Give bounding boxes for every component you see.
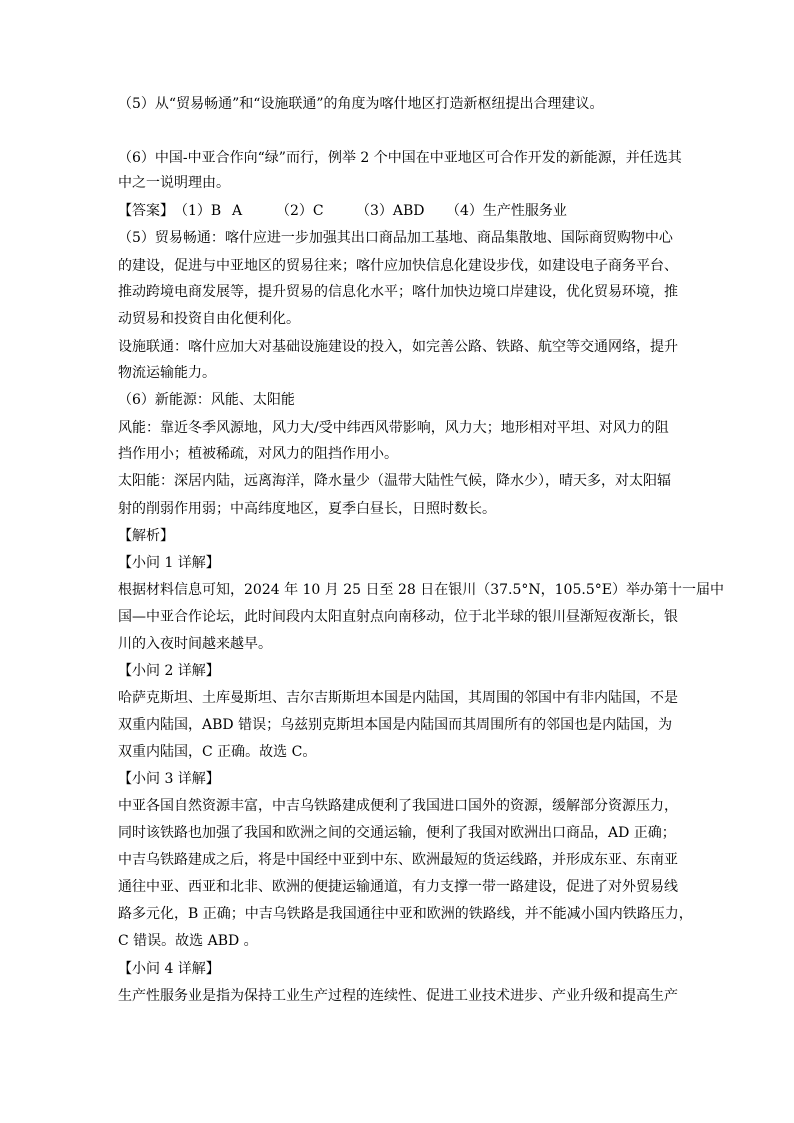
answer-3: （3）ABD — [356, 203, 425, 219]
question-5: （5）从“贸易畅通”和“设施联通”的角度为喀什地区打造新枢纽提出合理建议。 — [118, 96, 604, 112]
analysis-line: 通往中亚、西亚和北非、欧洲的便捷运输通道，有力支撑一带一路建设，促进了对外贸易线 — [118, 879, 678, 895]
answer-5-line: 的建设，促进与中亚地区的贸易往来；喀什应加快信息化建设步伐，如建设电子商务平台、 — [118, 258, 678, 274]
question-6-line-1: （6）中国-中亚合作向“绿”而行，例举 2 个中国在中亚地区可合作开发的新能源，并任选其 — [118, 150, 682, 166]
sub-question-1-title: 【小问 1 详解】 — [118, 555, 220, 571]
answer-5-line: 推动跨境电商发展等，提升贸易的信息化水平；喀什加快边境口岸建设，优化贸易环境，推 — [118, 284, 678, 300]
analysis-line: 同时该铁路也加强了我国和欧洲之间的交通运输，便利了我国对欧洲出口商品，AD 正确； — [118, 825, 676, 841]
analysis-line: 中吉乌铁路建成之后，将是中国经中亚到中东、欧洲最短的货运线路，并形成东亚、东南亚 — [118, 852, 678, 868]
analysis-line: 川的入夜时间越来越早。 — [118, 636, 272, 652]
analysis-line: 哈萨克斯坦、土库曼斯坦、吉尔吉斯斯坦本国是内陆国，其周围的邻国中有非内陆国，不是 — [118, 690, 678, 706]
answer-5-line: 动贸易和投资自由化便利化。 — [118, 311, 300, 327]
answer-5-line: 设施联通：喀什应加大对基础设施建设的投入，如完善公路、铁路、航空等交通网络，提升 — [118, 339, 678, 355]
question-6-line-2: 中之一说明理由。 — [118, 175, 230, 191]
sub-question-4-title: 【小问 4 详解】 — [118, 961, 220, 977]
answer-tag: 【答案】 — [118, 203, 174, 219]
answer-5-line: （5）贸易畅通：喀什应进一步加强其出口商品加工基地、商品集散地、国际商贸购物中心 — [118, 230, 673, 246]
analysis-line: 根据材料信息可知，2024 年 10 月 25 日至 28 日在银川（37.5°N，105.5°E）举办第十一届中 — [118, 582, 724, 598]
answer-summary-line — [118, 200, 680, 222]
analysis-tag: 【解析】 — [118, 528, 174, 544]
analysis-line: C 错误。故选 ABD 。 — [118, 933, 258, 949]
analysis-line: 双重内陆国，ABD 错误；乌兹别克斯坦本国是内陆国而其周围所有的邻国也是内陆国，为 — [118, 717, 673, 733]
answer-6-line: 太阳能：深居内陆，远离海洋，降水量少（温带大陆性气候，降水少），晴天多，对太阳辐 — [118, 473, 671, 489]
sub-question-2-title: 【小问 2 详解】 — [118, 663, 220, 679]
analysis-line: 国—中亚合作论坛，此时间段内太阳直射点向南移动，位于北半球的银川昼渐短夜渐长，银 — [118, 609, 678, 625]
sub-question-3-title: 【小问 3 详解】 — [118, 771, 220, 787]
answer-4: （4）生产性服务业 — [446, 203, 567, 219]
answer-5-line: 物流运输能力。 — [118, 365, 216, 381]
answer-6-line: 风能：靠近冬季风源地，风力大/受中纬西风带影响，风力大；地形相对平坦、对风力的阻 — [118, 420, 669, 436]
answer-2: （2）C — [276, 203, 324, 219]
answer-1b: A — [232, 203, 243, 219]
answer-1: （1）B — [174, 203, 222, 219]
analysis-line: 生产性服务业是指为保持工业生产过程的连续性、促进工业技术进步、产业升级和提高生产 — [118, 988, 678, 1004]
analysis-line: 中亚各国自然资源丰富，中吉乌铁路建成便利了我国进口国外的资源，缓解部分资源压力， — [118, 798, 678, 814]
analysis-line: 双重内陆国，C 正确。故选 C。 — [118, 744, 317, 760]
answer-6-line: （6）新能源：风能、太阳能 — [118, 392, 295, 408]
answer-6-line: 挡作用小；植被稀疏，对风力的阻挡作用小。 — [118, 446, 398, 462]
answer-6-line: 射的削弱作用弱；中高纬度地区，夏季白昼长，日照时数长。 — [118, 501, 496, 517]
analysis-line: 路多元化，B 正确；中吉乌铁路是我国通往中亚和欧洲的铁路线，并不能减小国内铁路压力， — [118, 906, 693, 922]
